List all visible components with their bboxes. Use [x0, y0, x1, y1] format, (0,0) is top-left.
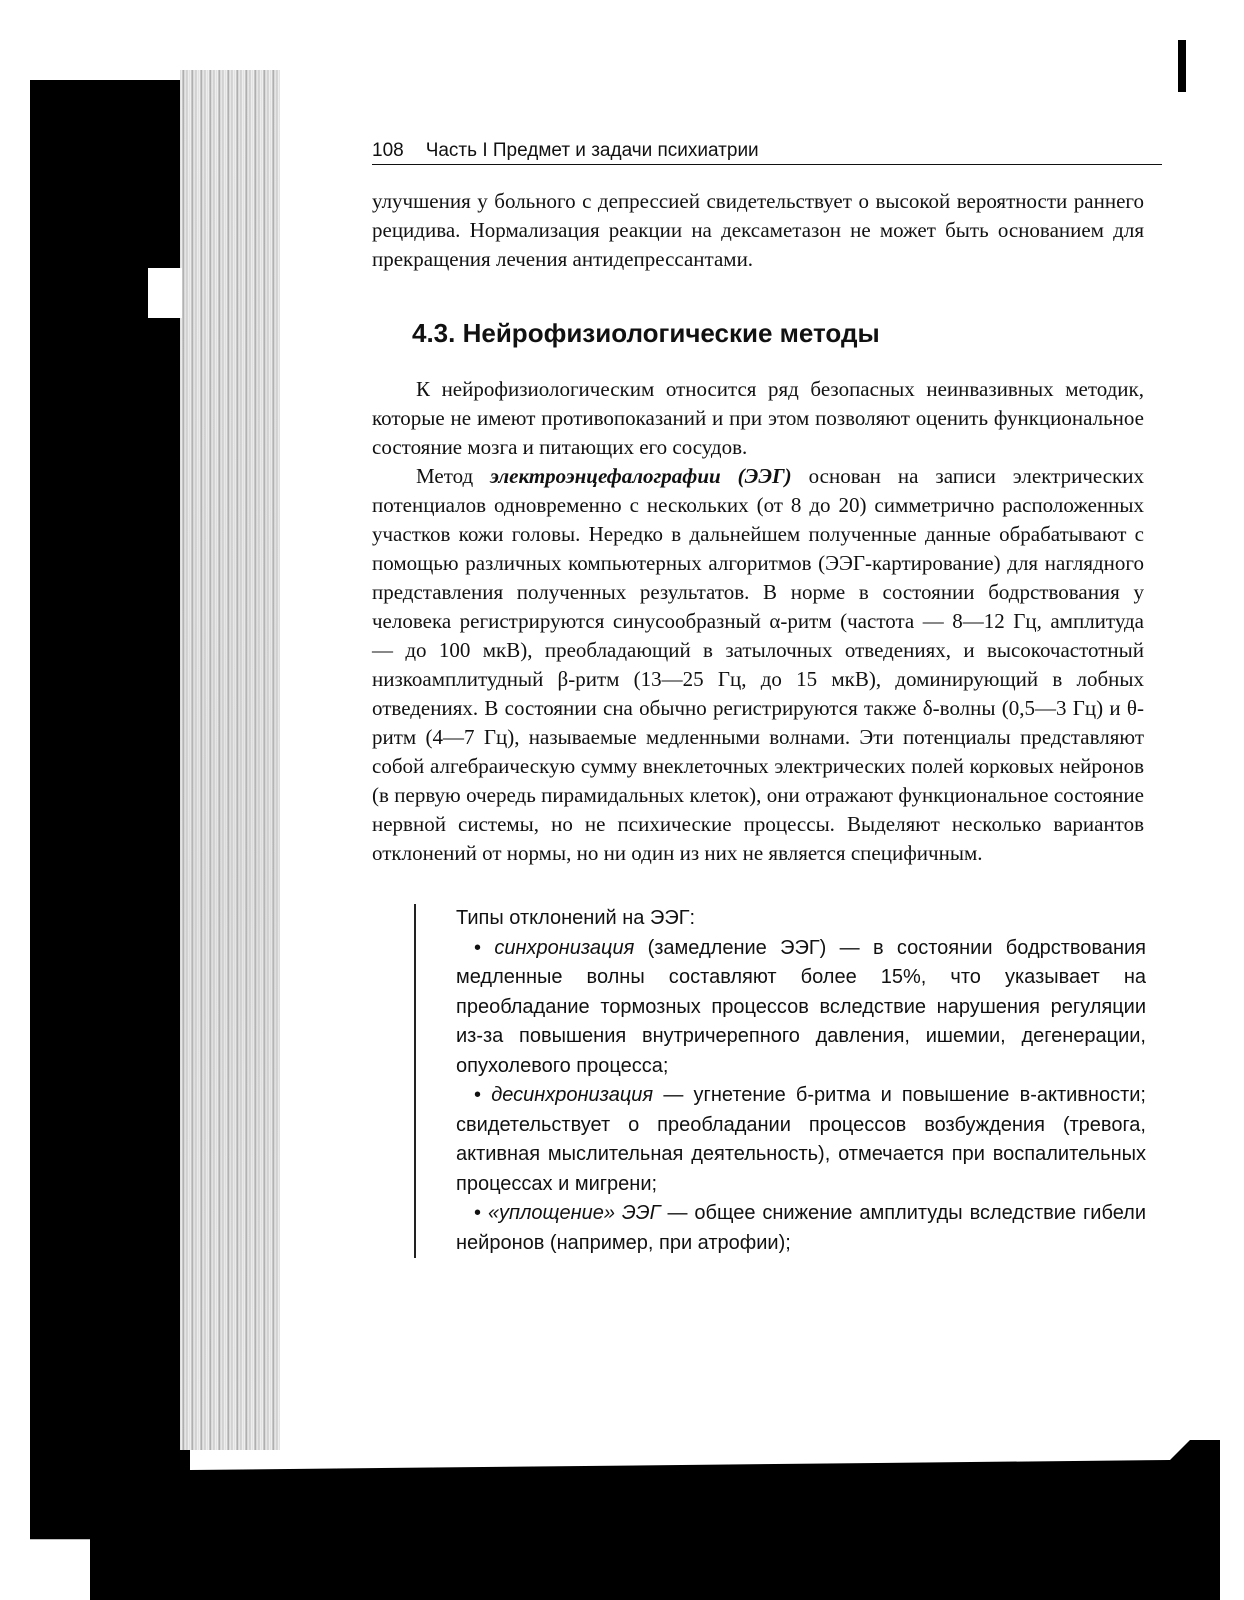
eeg-deviations-box [414, 904, 1146, 1258]
list-item-text: (замедление ЭЭГ) — в состоянии бодрствования медленные волны составляют более 15%, что указывает на преобладание тормозных процессов вследствие нарушения регуляции из-за повышения внутричерепного давления, ишемии, дегенерации, опухолевого процесса; [456, 936, 1146, 1077]
paragraph-eeg-prefix: Метод [416, 464, 491, 488]
sidebar-heading: Типы отклонений на ЭЭГ: [456, 907, 696, 929]
book-page-edges [180, 70, 280, 1450]
paragraph-intro: К нейрофизиологическим относится ряд безопасных неинвазивных методик, которые не имеют противопоказаний и при этом позволяют оценить функциональное состояние мозга и питающих его сосудов. [372, 377, 1144, 459]
list-item-text: — общее снижение амплитуды вследствие гибели нейронов (например, при атрофии); [456, 1202, 1146, 1254]
scan-corner-mark [1178, 40, 1186, 92]
bullet-icon: • [474, 936, 482, 959]
paragraph-eeg-body: основан на записи электрических потенциалов одновременно с нескольких (от 8 до 20) симметрично расположенных участков кожи головы. Нередко в дальнейшем полученные данные обрабатывают с помощью различных компьютерных алгоритмов (ЭЭГ-картирование) для наглядного представления полученных результатов. В норме в состоянии бодрствования у человека регистрируются синусообразный α-ритм (частота — 8—12 Гц, амплитуда — до 100 мкВ), преобладающий в затылочных отведениях, и высокочастотный низкоамплитудный β-ритм (13—25 Гц, до 15 мкВ), доминирующий в лобных отведениях. В состоянии сна обычно регистрируются также δ-волны (0,5—3 Гц) и θ-ритм (4—7 Гц), называемые медленными волнами. Эти потенциалы представляют собой алгебраическую сумму внеклеточных электрических полей корковых нейронов (в первую очередь пирамидальных клеток), они отражают функциональное состояние нервной системы, но не психические процессы. Выделяют несколько вариантов отклонений от нормы, но ни один из них не является специфичным. [372, 464, 1144, 865]
bullet-icon: • [474, 1202, 482, 1224]
running-title: Часть I Предмет и задачи психиатрии [425, 140, 759, 161]
paragraph-continuation: улучшения у больного с депрессией свидетельствует о высокой вероятности раннего рецидива. Нормализация реакции на дексаметазон не может быть основанием для прекращения лечения антидепрессантами. [372, 189, 1144, 271]
list-item [456, 1199, 1146, 1258]
running-header [372, 140, 1162, 165]
scan-light-patch [148, 268, 182, 318]
page-number: 108 [372, 140, 404, 161]
book-page [372, 140, 1144, 1258]
paragraph-eeg [372, 462, 1144, 868]
bullet-icon: • [474, 1084, 482, 1106]
list-item-term: синхронизация [494, 936, 635, 959]
section-heading: 4.3. Нейрофизиологические методы [412, 318, 880, 348]
list-item [456, 1081, 1146, 1199]
scan-dark-border-bottom [90, 1440, 1220, 1600]
list-item-text: — угнетение б-ритма и повышение в-активности; свидетельствует о преобладании процессов возбуждения (тревога, активная мыслительная деятельность), отмечается при воспалительных процессах и мигрени; [456, 1084, 1146, 1195]
list-item [456, 934, 1146, 1082]
term-eeg: электроэнцефалографии (ЭЭГ) [490, 464, 792, 488]
list-item-term: десинхронизация [491, 1084, 654, 1106]
list-item-term: «уплощение» ЭЭГ [487, 1202, 661, 1224]
